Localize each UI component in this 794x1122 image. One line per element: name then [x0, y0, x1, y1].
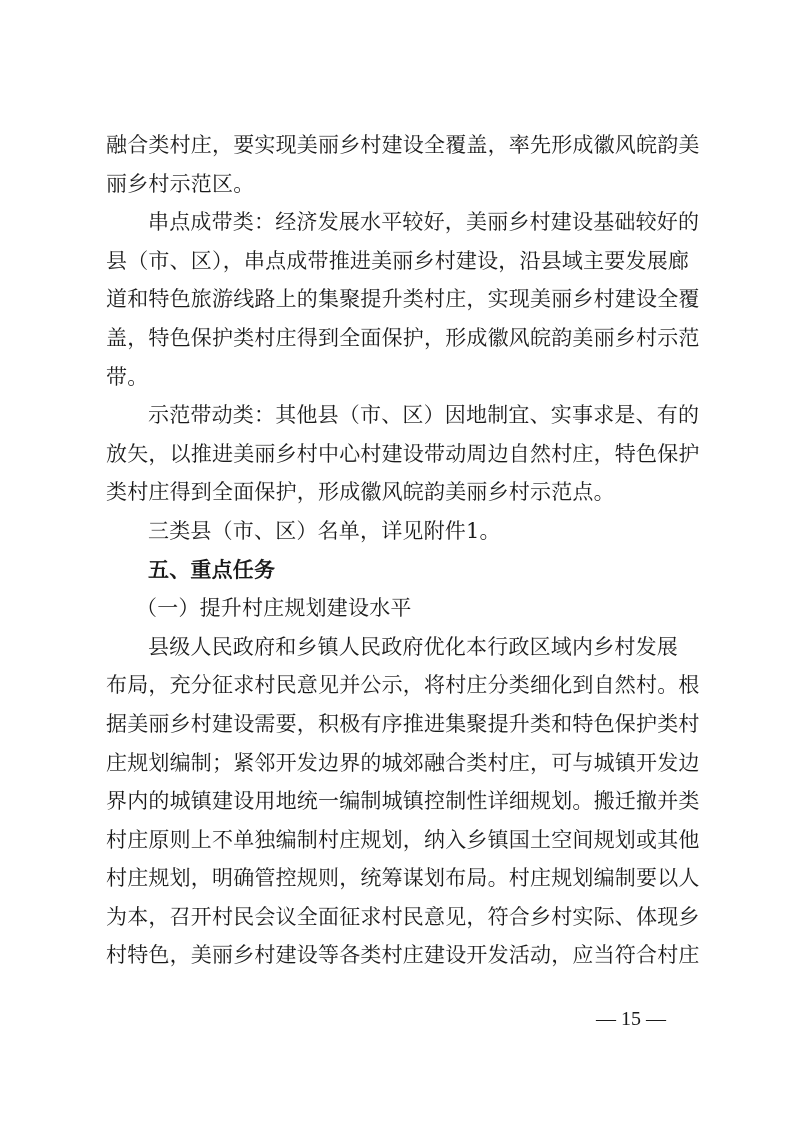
paragraph-start: 三类县（市、区）名单，详见附件1。 [148, 518, 501, 543]
paragraph-start: 示范带动类：其他县（市、区）因地制宜、实事求是、有的 [148, 403, 700, 428]
body-text [106, 126, 700, 975]
text-line: 村庄原则上不单独编制村庄规划，纳入乡镇国土空间规划或其他 [106, 827, 700, 852]
paragraph-start: 串点成带类：经济发展水平较好，美丽乡村建设基础较好的 [148, 210, 700, 235]
text-line: 为本，召开村民会议全面征求村民意见，符合乡村实际、体现乡 [106, 904, 700, 929]
text-line: 道和特色旅游线路上的集聚提升类村庄，实现美丽乡村建设全覆 [106, 287, 700, 312]
text-line: 庄规划编制；紧邻开发边界的城郊融合类村庄，可与城镇开发边 [106, 750, 700, 775]
text-line: 丽乡村示范区。 [106, 171, 255, 196]
page-number: — 15 — [596, 1008, 666, 1030]
text-line: 村庄规划，明确管控规则，统筹谋划布局。村庄规划编制要以人 [106, 866, 700, 891]
subsection-heading: （一）提升村庄规划建设水平 [136, 596, 412, 621]
text-line: 县（市、区），串点成带推进美丽乡村建设，沿县域主要发展廊 [106, 248, 690, 273]
text-line: 村特色，美丽乡村建设等各类村庄建设开发活动，应当符合村庄 [106, 943, 700, 968]
section-heading: 五、重点任务 [148, 557, 276, 582]
text-line: 放矢，以推进美丽乡村中心村建设带动周边自然村庄，特色保护 [106, 441, 700, 466]
text-line: 融合类村庄，要实现美丽乡村建设全覆盖，率先形成徽风皖韵美 [106, 133, 700, 157]
text-line: 界内的城镇建设用地统一编制城镇控制性详细规划。搬迁撤并类 [106, 789, 700, 814]
text-line: 据美丽乡村建设需要，积极有序推进集聚提升类和特色保护类村 [106, 711, 700, 736]
text-line: 盖，特色保护类村庄得到全面保护，形成徽风皖韵美丽乡村示范 [106, 325, 700, 350]
text-line: 类村庄得到全面保护，形成徽风皖韵美丽乡村示范点。 [106, 480, 615, 505]
paragraph-start: 县级人民政府和乡镇人民政府优化本行政区域内乡村发展 [148, 634, 678, 659]
text-line: 布局，充分征求村民意见并公示，将村庄分类细化到自然村。根 [106, 673, 700, 698]
text-line: 带。 [106, 364, 149, 389]
